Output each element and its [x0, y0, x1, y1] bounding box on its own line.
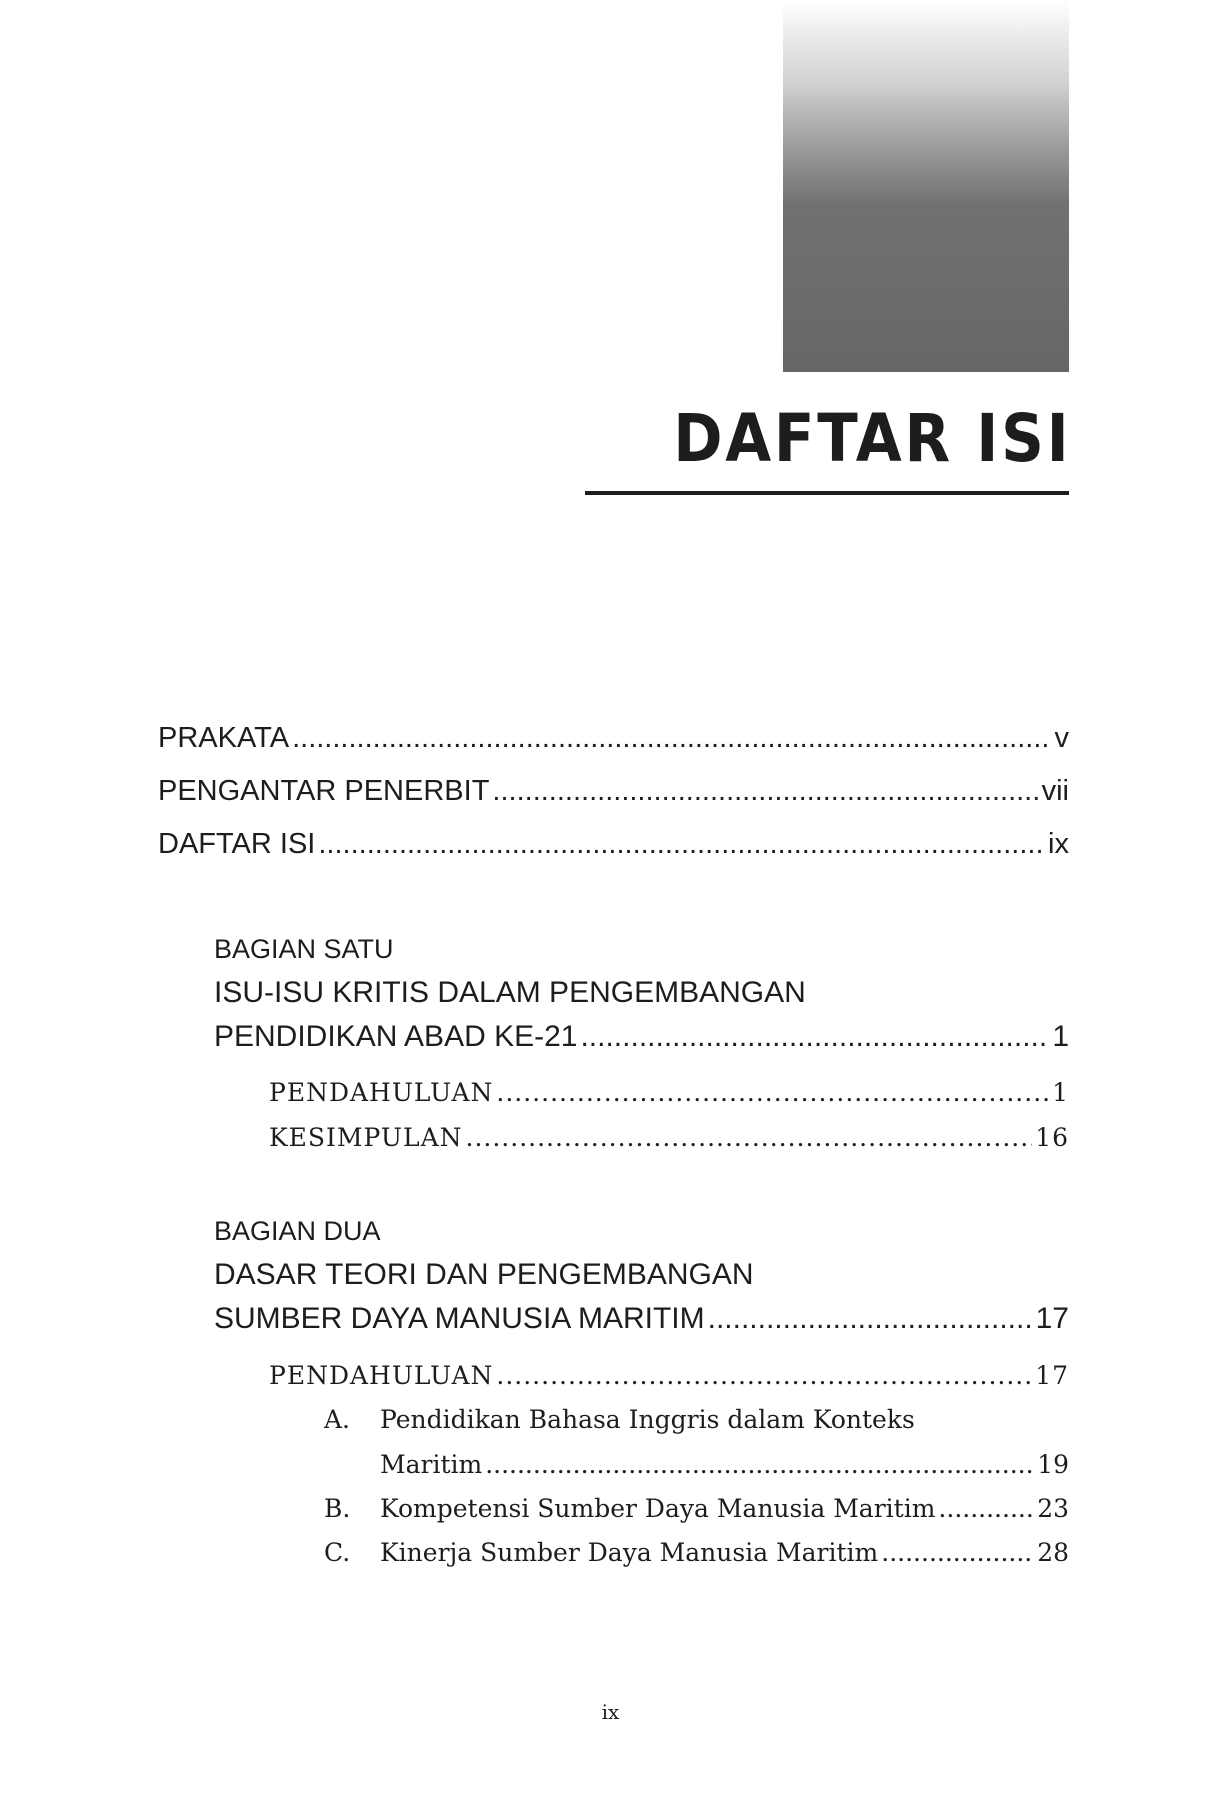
toc-page-number: 28	[1037, 1538, 1069, 1567]
toc-leader-dots	[881, 1538, 1034, 1567]
toc-leader-dots	[485, 1450, 1034, 1479]
header-gradient-block	[783, 0, 1069, 372]
subsection-title: Kompetensi Sumber Daya Manusia Maritim	[380, 1494, 936, 1523]
part-title: ISU-ISU KRITIS DALAM PENGEMBANGAN	[214, 976, 806, 1009]
toc-entry-label: PRAKATA	[158, 722, 290, 754]
toc-page-number: vii	[1041, 775, 1069, 807]
page-title: DAFTAR ISI	[672, 400, 1071, 477]
toc-page-number: 1	[1052, 1020, 1069, 1053]
toc-entry-daftar-isi[interactable]	[158, 828, 1069, 861]
toc-page-number: 17	[1035, 1361, 1069, 1390]
toc-entry-subsection-c[interactable]	[380, 1538, 1069, 1567]
toc-leader-dots	[496, 1078, 1049, 1107]
part-label: BAGIAN SATU	[214, 934, 394, 964]
toc-page-number: 17	[1035, 1302, 1069, 1335]
toc-leader-dots	[318, 828, 1045, 861]
toc-entry-part-2[interactable]	[214, 1302, 1069, 1336]
title-underline	[585, 491, 1069, 495]
subsection-letter: C.	[324, 1538, 351, 1567]
toc-entry-label: KESIMPULAN	[269, 1123, 463, 1152]
part-title: DASAR TEORI DAN PENGEMBANGAN	[214, 1258, 754, 1291]
toc-entry-pendahuluan[interactable]	[269, 1361, 1069, 1390]
part-title: PENDIDIKAN ABAD KE-21	[214, 1020, 578, 1053]
toc-entry-label: DAFTAR ISI	[158, 828, 316, 860]
toc-entry-part-1[interactable]	[214, 1020, 1069, 1054]
toc-page-number: v	[1054, 722, 1069, 754]
toc-page-number: 16	[1035, 1123, 1069, 1152]
toc-entry-pengantar-penerbit[interactable]	[158, 775, 1069, 808]
subsection-letter: B.	[324, 1494, 351, 1523]
toc-leader-dots	[496, 1361, 1032, 1390]
toc-leader-dots	[492, 775, 1038, 808]
toc-page-number: ix	[1048, 828, 1069, 860]
toc-entry-subsection-b[interactable]	[380, 1494, 1069, 1523]
toc-page-number: 23	[1037, 1494, 1069, 1523]
subsection-letter: A.	[324, 1405, 351, 1434]
toc-entry-label: PENDAHULUAN	[269, 1361, 494, 1390]
toc-leader-dots	[708, 1302, 1033, 1336]
toc-entry-subsection-a[interactable]	[380, 1450, 1069, 1479]
toc-entry-label: PENDAHULUAN	[269, 1078, 494, 1107]
part-title: SUMBER DAYA MANUSIA MARITIM	[214, 1302, 705, 1335]
page-number-footer: ix	[601, 1700, 620, 1724]
toc-leader-dots	[292, 722, 1051, 755]
toc-entry-prakata[interactable]	[158, 722, 1069, 755]
subsection-title: Kinerja Sumber Daya Manusia Maritim	[380, 1538, 879, 1567]
toc-entry-kesimpulan[interactable]	[269, 1123, 1069, 1152]
subsection-title: Maritim	[380, 1450, 483, 1479]
toc-leader-dots	[938, 1494, 1034, 1523]
toc-page-number: 1	[1052, 1078, 1069, 1107]
toc-leader-dots	[466, 1123, 1033, 1152]
part-label: BAGIAN DUA	[214, 1216, 381, 1246]
toc-leader-dots	[580, 1020, 1049, 1054]
toc-page-number: 19	[1037, 1450, 1069, 1479]
toc-entry-pendahuluan[interactable]	[269, 1078, 1069, 1107]
subsection-title[interactable]: Pendidikan Bahasa Inggris dalam Konteks	[380, 1405, 915, 1434]
toc-entry-label: PENGANTAR PENERBIT	[158, 775, 490, 807]
